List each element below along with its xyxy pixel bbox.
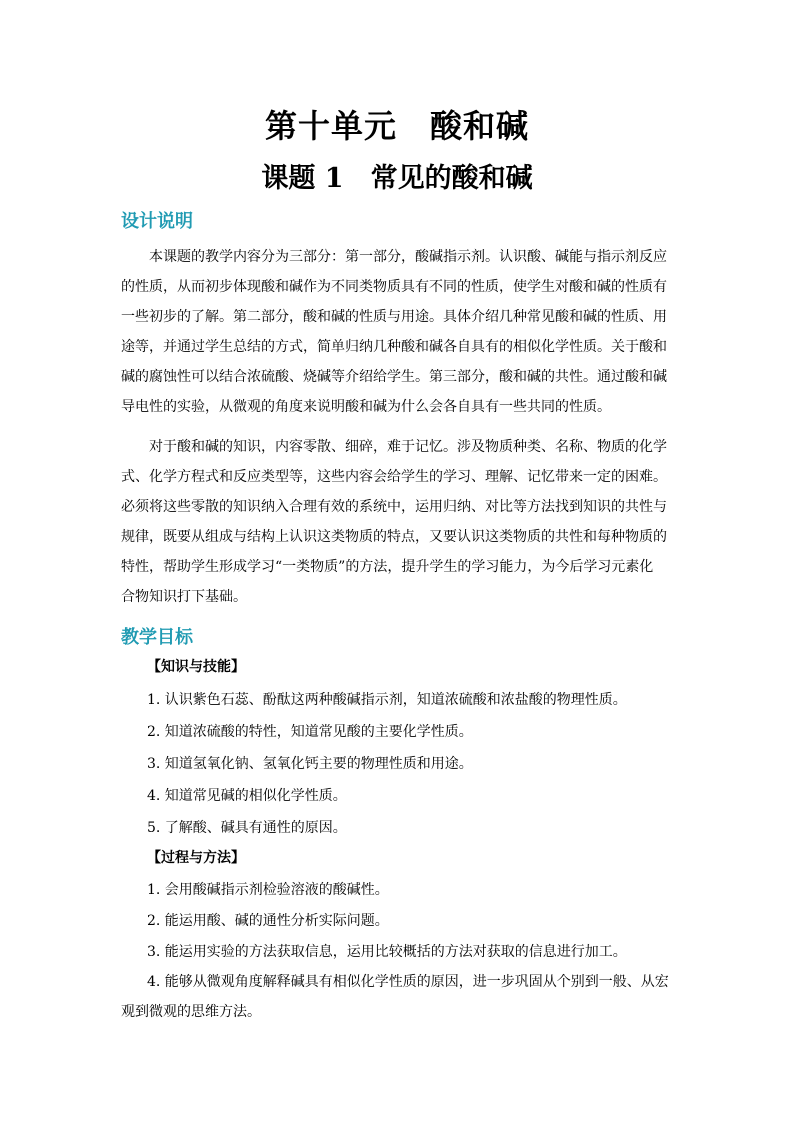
unit-title: 第十单元 酸和碱 [264,107,529,145]
knowledge-item-4: 4. 知道常见碱的相似化学性质。 [147,788,347,804]
list-item-line: 4. 能够从微观角度解释碱具有相似化学性质的原因，进一步巩固从个别到一般、从宏 [147,974,669,990]
paragraph-line: 碱的腐蚀性可以结合浓硫酸、烧碱等介绍给学生。第三部分，酸和碱的共性。通过酸和碱 [121,369,667,385]
knowledge-item-3: 3. 知道氢氧化钠、氢氧化钙主要的物理性质和用途。 [147,756,473,772]
knowledge-item-5: 5. 了解酸、碱具有通性的原因。 [147,820,347,836]
design-notes-heading: 设计说明 [121,211,193,232]
design-notes-paragraph-1 [121,242,675,422]
paragraph-line: 的性质，从而初步体现酸和碱作为不同类物质具有不同的性质，使学生对酸和碱的性质有 [121,279,667,295]
paragraph-line: 途等，并通过学生总结的方式，简单归纳几种酸和碱各自具有的相似化学性质。关于酸和 [121,339,667,355]
paragraph-line: 必须将这些零散的知识纳入合理有效的系统中，运用归纳、对比等方法找到知识的共性与 [121,499,667,515]
list-item-line: 观到微观的思维方法。 [121,1004,261,1020]
process-item-2: 2. 能运用酸、碱的通性分析实际问题。 [147,913,389,929]
paragraph-line: 式、化学方程式和反应类型等，这些内容会给学生的学习、理解、记忆带来一定的困难。 [121,469,667,485]
paragraph-line: 本课题的教学内容分为三部分：第一部分，酸碱指示剂。认识酸、碱能与指示剂反应 [149,249,667,265]
process-methods-heading: 【过程与方法】 [147,850,245,866]
paragraph-line: 规律，既要从组成与结构上认识这类物质的特点，又要认识这类物质的共性和每种物质的 [121,529,667,545]
paragraph-line: 导电性的实验，从微观的角度来说明酸和碱为什么会各自具有一些共同的性质。 [121,399,611,415]
knowledge-skills-heading: 【知识与技能】 [147,659,245,675]
paragraph-line: 合物知识打下基础。 [121,589,247,605]
design-notes-paragraph-2 [121,432,675,612]
process-item-3: 3. 能运用实验的方法获取信息，运用比较概括的方法对获取的信息进行加工。 [147,944,627,960]
teaching-goals-heading: 教学目标 [121,627,193,648]
lesson-title: 课题 1 常见的酸和碱 [261,163,533,194]
knowledge-item-1: 1. 认识紫色石蕊、酚酞这两种酸碱指示剂，知道浓硫酸和浓盐酸的物理性质。 [147,692,627,708]
process-item-1: 1. 会用酸碱指示剂检验溶液的酸碱性。 [147,882,389,898]
paragraph-line: 一些初步的了解。第二部分，酸和碱的性质与用途。具体介绍几种常见酸和碱的性质、用 [121,309,667,325]
knowledge-item-2: 2. 知道浓硫酸的特性，知道常见酸的主要化学性质。 [147,724,473,740]
paragraph-line: 对于酸和碱的知识，内容零散、细碎，难于记忆。涉及物质种类、名称、物质的化学 [149,439,667,455]
process-item-4 [121,967,677,1027]
paragraph-line: 特性，帮助学生形成学习“一类物质”的方法，提升学生的学习能力，为今后学习元素化 [121,559,654,575]
